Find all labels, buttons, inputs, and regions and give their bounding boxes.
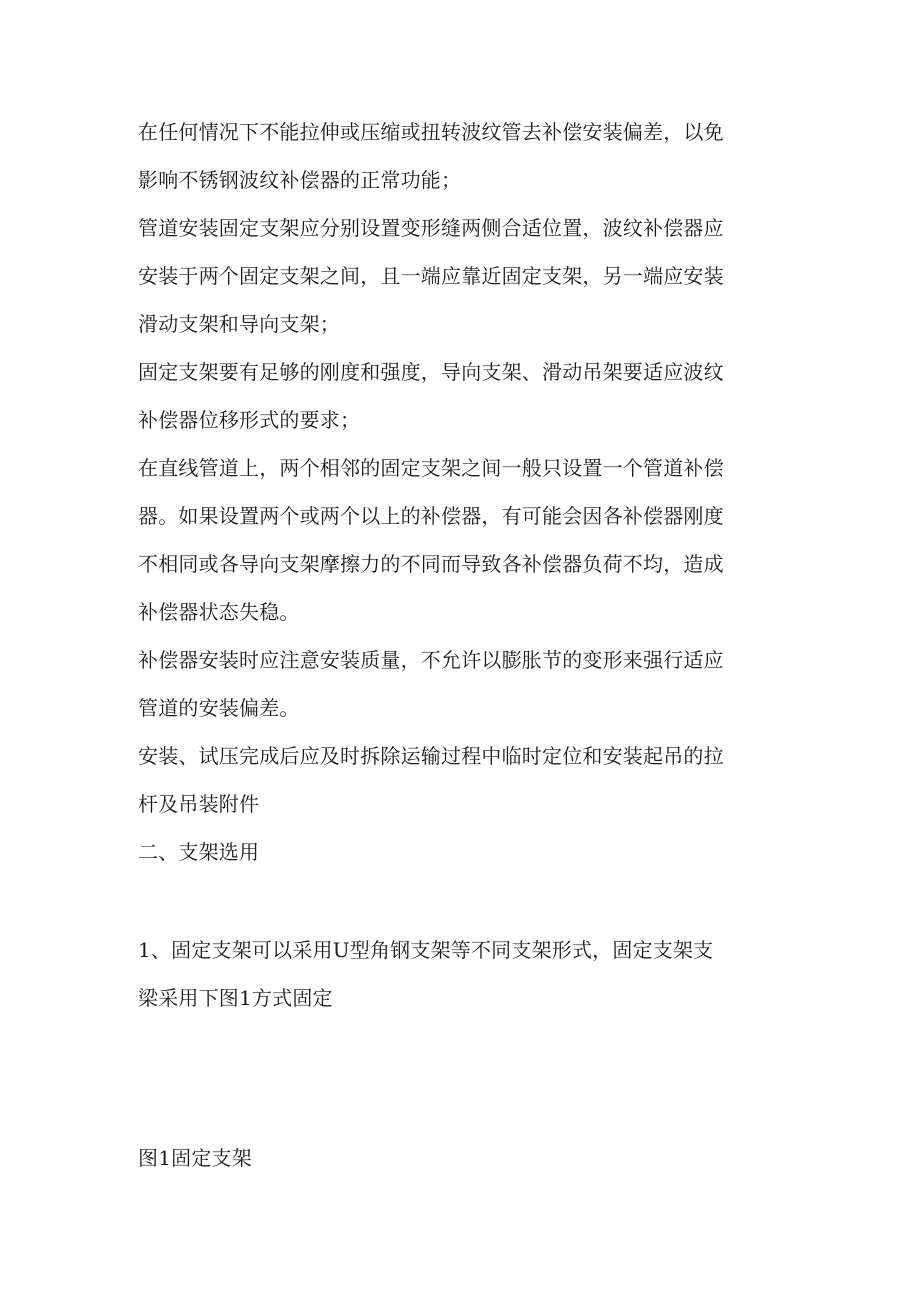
numbered-paragraph — [138, 926, 778, 1022]
figure-caption: 图1固定支架 — [138, 1146, 252, 1170]
text-line: 影响不锈钢波纹补偿器的正常功能； — [138, 168, 462, 192]
text-line: 补偿器位移形式的要求； — [138, 408, 361, 432]
text-line: 固定支架要有足够的刚度和强度，导向支架、滑动吊架要适应波纹 — [138, 360, 724, 384]
text-line: 安装于两个固定支架之间，且一端应靠近固定支架，另一端应安装 — [138, 264, 724, 288]
text-line: 安装、试压完成后应及时拆除运输过程中临时定位和安装起吊的拉 — [138, 744, 724, 768]
section-heading: 二、支架选用 — [138, 840, 260, 864]
text-line: 管道的安装偏差。 — [138, 696, 300, 720]
text-line: 不相同或各导向支架摩擦力的不同而导致各补偿器负荷不均，造成 — [138, 552, 724, 576]
figure-caption-block — [138, 1134, 778, 1182]
text-line: 管道安装固定支架应分别设置变形缝两侧合适位置，波纹补偿器应 — [138, 216, 724, 240]
text-line: 在任何情况下不能拉伸或压缩或扭转波纹管去补偿安装偏差，以免 — [138, 120, 724, 144]
text-line: 器。如果设置两个或两个以上的补偿器，有可能会因各补偿器刚度 — [138, 504, 724, 528]
text-line: 杆及吊装附件 — [138, 792, 260, 816]
body-text-block — [138, 108, 778, 876]
text-line: 滑动支架和导向支架； — [138, 312, 340, 336]
text-line: 梁采用下图1方式固定 — [138, 986, 333, 1010]
text-line: 补偿器状态失稳。 — [138, 600, 300, 624]
text-line: 1、固定支架可以采用U型角钢支架等不同支架形式，固定支架支 — [138, 938, 714, 962]
text-line: 在直线管道上，两个相邻的固定支架之间一般只设置一个管道补偿 — [138, 456, 724, 480]
text-line: 补偿器安装时应注意安装质量，不允许以膨胀节的变形来强行适应 — [138, 648, 724, 672]
